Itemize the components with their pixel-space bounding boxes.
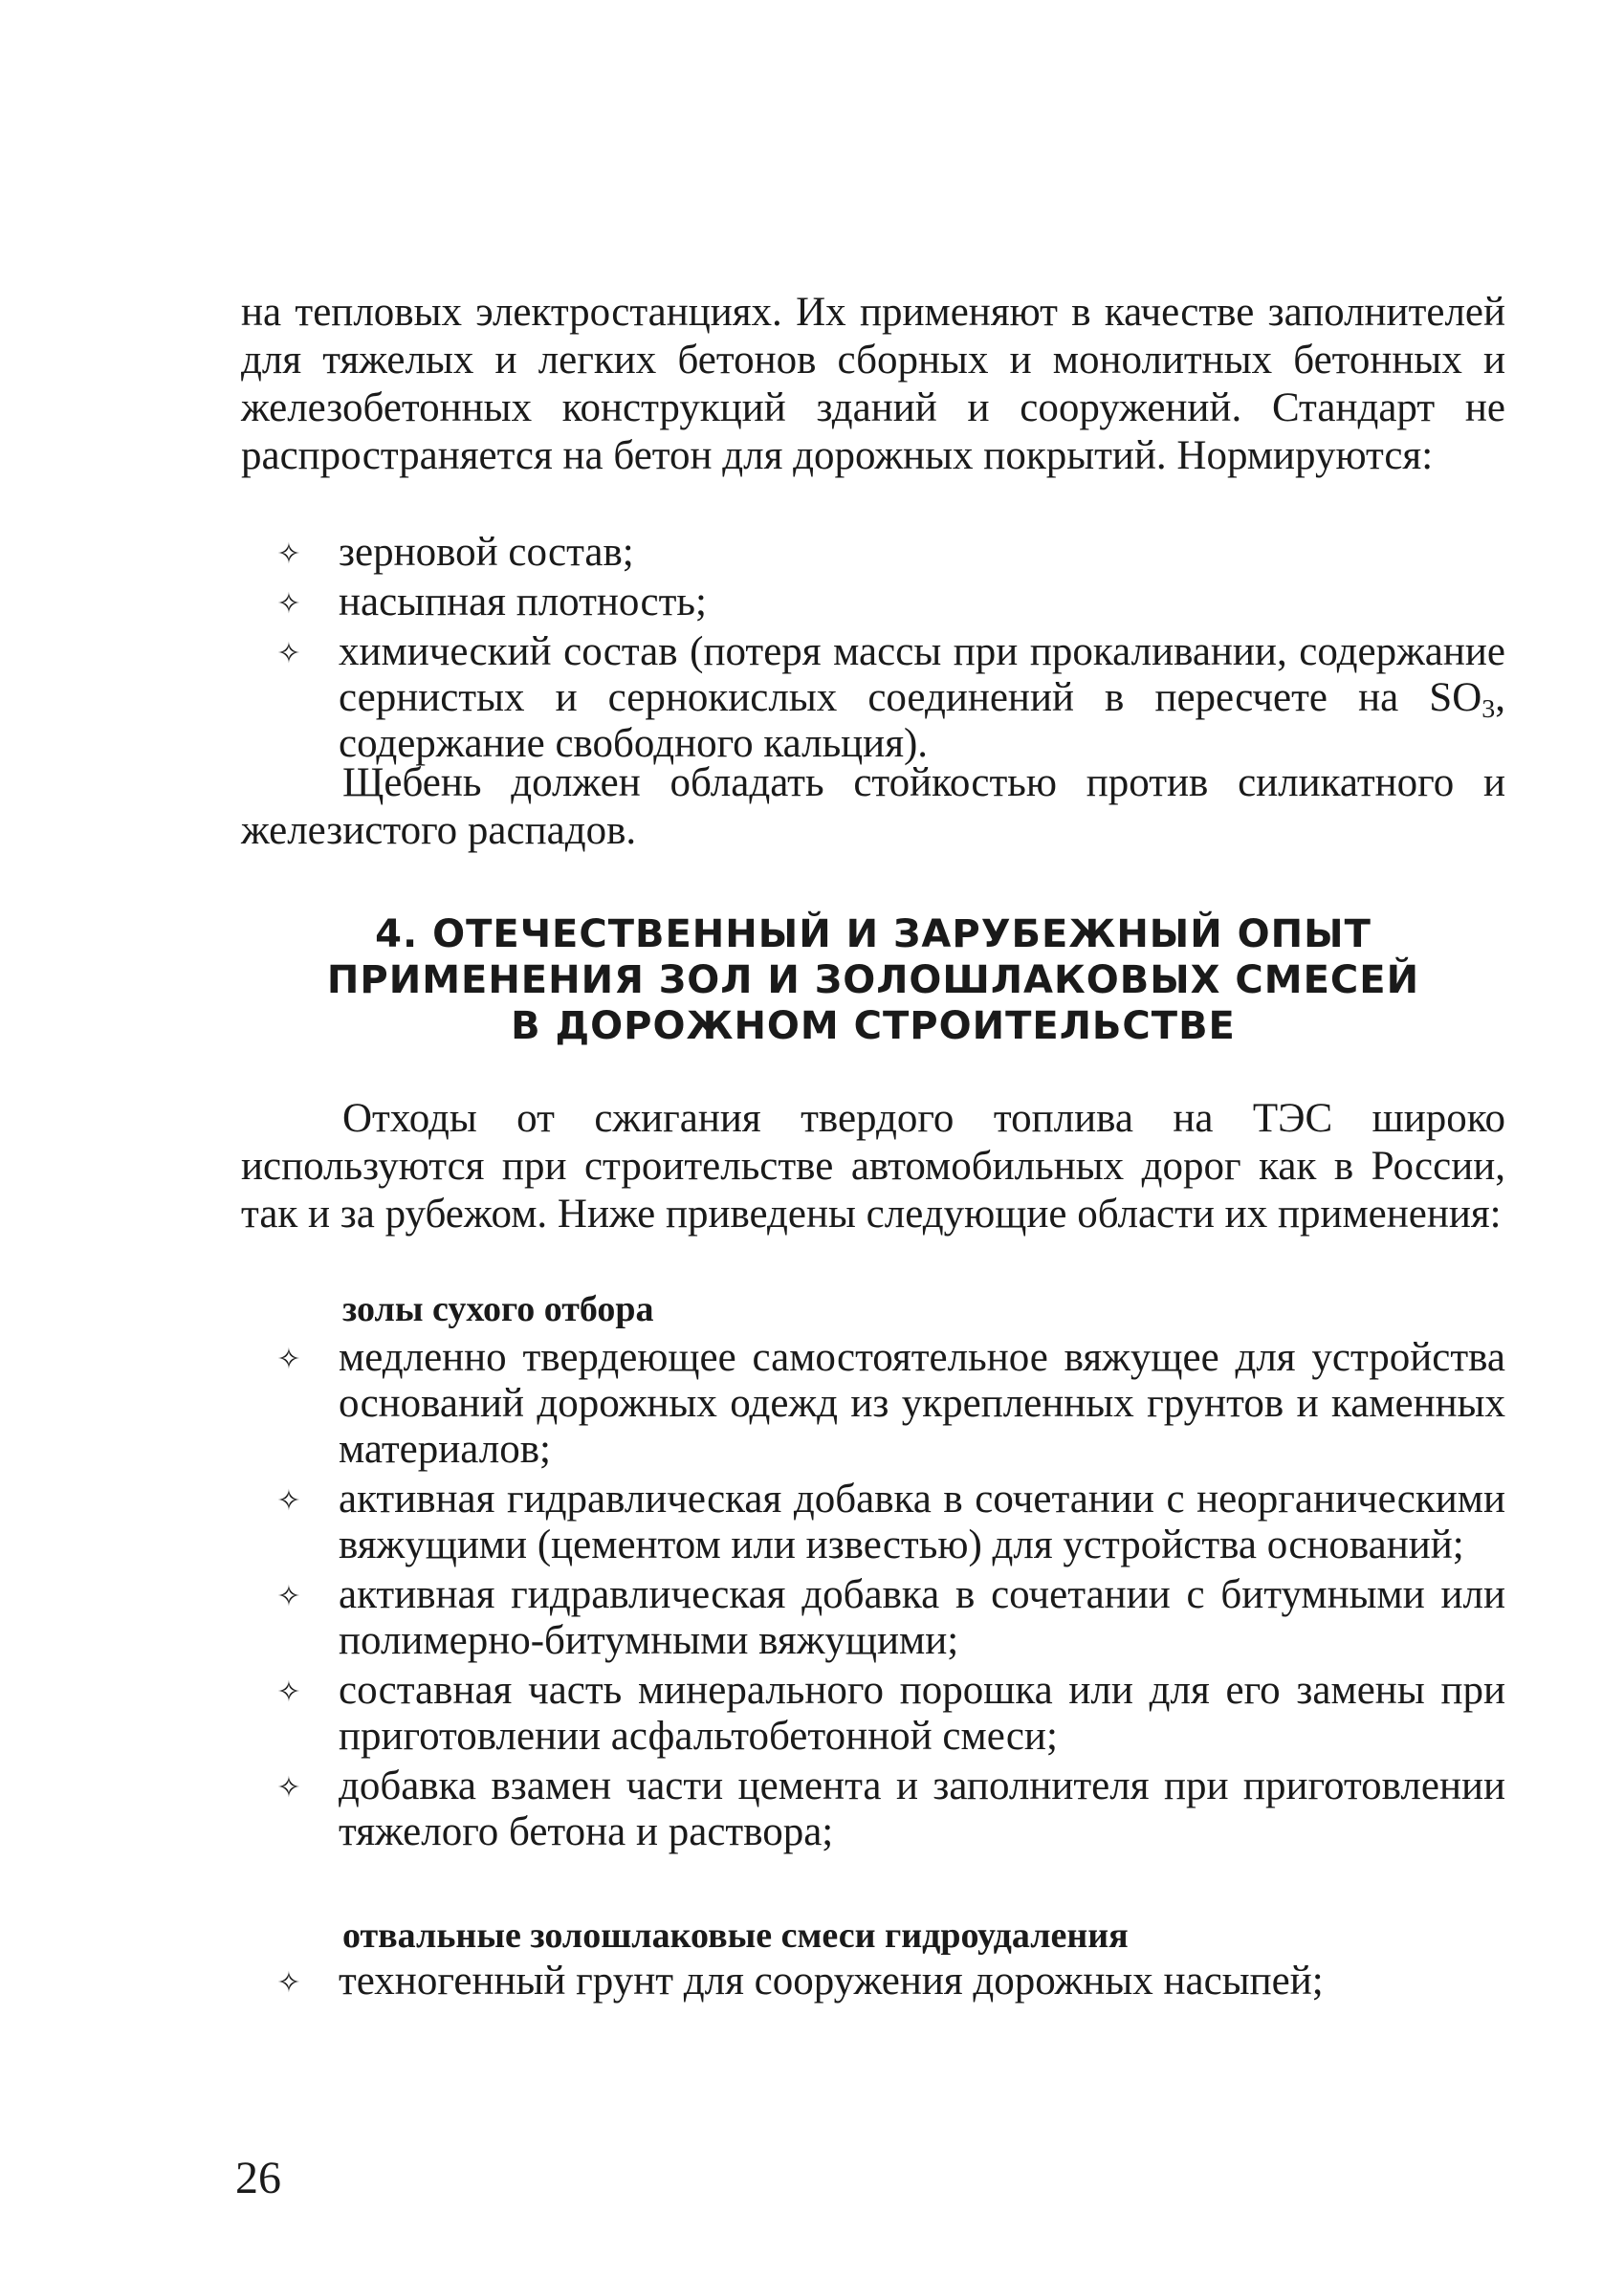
dry-ash-list [241,1335,1505,1859]
paragraph-waste: Отходы от сжигания твердого топлива на ТЭС широко используются при строительстве автомобильных дорог как в России, так и за рубежом. Ниже приведены следующие области их применения: [241,1096,1505,1237]
bullet-icon: ✧ [276,1484,301,1518]
list-item-text: составная часть минерального порошка или для его замены при приготовлении асфальтобетонной смеси; [339,1668,1505,1759]
list-item-text: техногенный грунт для сооружения дорожных насыпей; [339,1959,1324,2004]
list-item [241,1477,1505,1568]
section-heading-line-1: 4. ОТЕЧЕСТВЕННЫЙ И ЗАРУБЕЖНЫЙ ОПЫТ [375,912,1372,956]
bullet-icon: ✧ [276,1676,301,1709]
list-item [241,580,1505,625]
bullet-icon: ✧ [276,1966,301,2000]
list-item [241,1335,1505,1473]
norms-list [241,530,1505,771]
page-number: 26 [235,2153,281,2203]
section-heading [241,911,1505,1049]
list-item-text-tail: , содержание свободного кальция). [339,675,1505,766]
paragraph-crushed-stone: Щебень должен обладать стойкостью против силикатного и железистого распадов. [241,760,1505,853]
list-item [241,1572,1505,1664]
subheading-dump-mixtures: отвальные золошлаковые смеси гидроудаления [342,1916,1129,1956]
list-item [241,1763,1505,1855]
subheading-dry-ash: золы сухого отбора [342,1289,654,1329]
section-heading-line-3: В ДОРОЖНОМ СТРОИТЕЛЬСТВЕ [511,1004,1236,1048]
bullet-icon: ✧ [276,1771,301,1805]
bullet-icon: ✧ [276,587,301,621]
list-item-text: добавка взамен части цемента и заполнителя при приготовлении тяжелого бетона и раствора; [339,1763,1505,1854]
subscript: 3 [1481,693,1496,724]
bullet-icon: ✧ [276,1343,301,1376]
bullet-icon: ✧ [276,1580,301,1613]
list-item [241,629,1505,767]
list-item [241,530,1505,576]
bullet-icon: ✧ [276,637,301,670]
list-item-text: химический состав (потеря массы при прокаливании, содержание сернистых и сернокислых соединений в пересчете на SO [339,629,1505,720]
list-item-text: медленно твердеющее самостоятельное вяжущее для устройства оснований дорожных одежд из укрепленных грунтов и каменных материалов; [339,1335,1505,1472]
dump-mixtures-list [241,1959,1505,2008]
bullet-icon: ✧ [276,537,301,571]
list-item-text: активная гидравлическая добавка в сочетании с неорганическими вяжущими (цементом или известью) для устройства оснований; [339,1477,1505,1567]
list-item [241,1959,1505,2004]
list-item [241,1668,1505,1760]
list-item-text: насыпная плотность; [339,580,707,624]
intro-text: на тепловых электростанциях. Их применяют в качестве заполнителей для тяжелых и легких бетонов сборных и монолитных бетонных и железобетонных конструкций зданий и сооружений. Стандарт не распространяется на бетон для дорожных покрытий. Нормируются: [241,290,1505,478]
list-item-text: активная гидравлическая добавка в сочетании с битумными или полимерно-битумными вяжущими; [339,1572,1505,1663]
list-item-text: зерновой состав; [339,530,634,575]
section-heading-line-2: ПРИМЕНЕНИЯ ЗОЛ И ЗОЛОШЛАКОВЫХ СМЕСЕЙ [326,958,1420,1002]
intro-paragraph [241,289,1505,480]
